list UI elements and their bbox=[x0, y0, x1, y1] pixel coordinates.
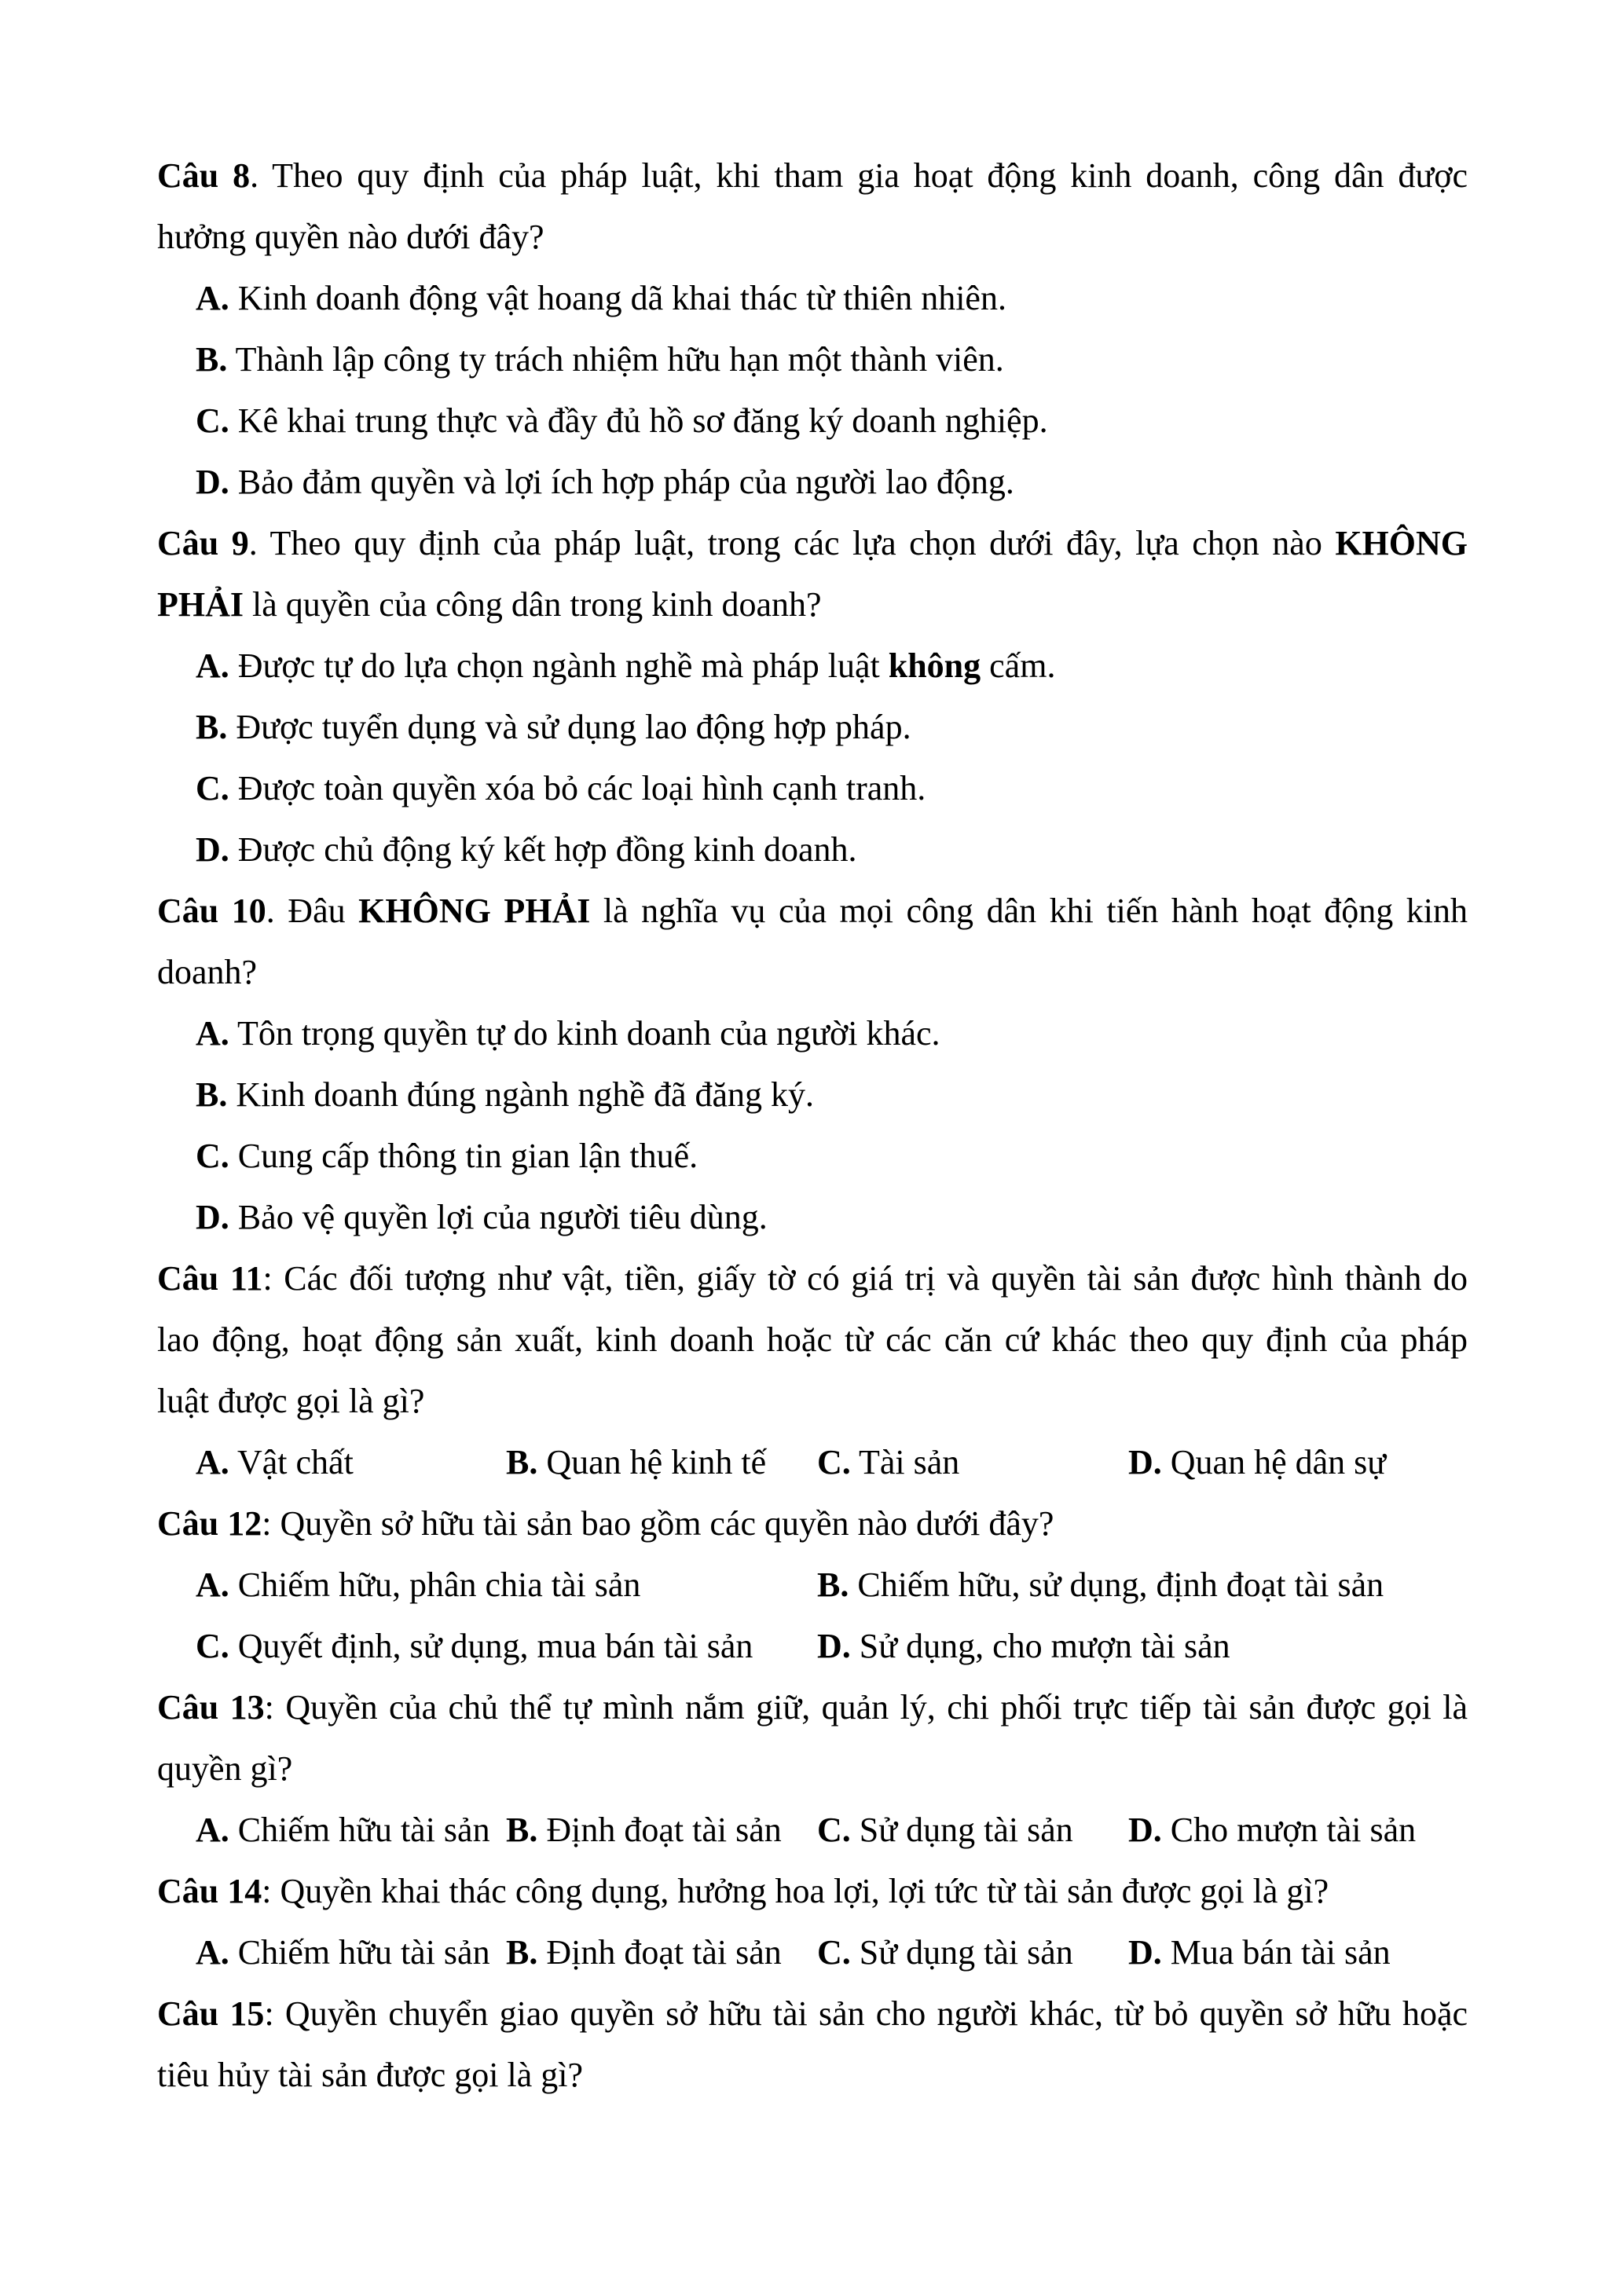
question-12-option-b: B. Chiếm hữu, sử dụng, định đoạt tài sản bbox=[817, 1565, 1384, 1604]
question-9-option-d: D. Được chủ động ký kết hợp đồng kinh doanh. bbox=[196, 830, 857, 869]
question-label: Câu 10 bbox=[157, 892, 266, 930]
question-11-option-c: C. Tài sản bbox=[817, 1443, 960, 1481]
question-label: Câu 11 bbox=[157, 1259, 263, 1298]
question-15-stem: Câu 15: Quyền chuyển giao quyền sở hữu tài sản cho người khác, từ bỏ quyền sở hữu hoặc bbox=[157, 1994, 1468, 2033]
question-9-option-c: C. Được toàn quyền xóa bỏ các loại hình cạnh tranh. bbox=[196, 769, 926, 807]
question-14-option-d: D. Mua bán tài sản bbox=[1128, 1933, 1391, 1972]
question-11-options-row bbox=[0, 1439, 1624, 1486]
question-12-options-row-2 bbox=[0, 1623, 1624, 1670]
question-label: Câu 9 bbox=[157, 524, 249, 562]
question-8-stem: Câu 8. Theo quy định của pháp luật, khi tham gia hoạt động kinh doanh, công dân được bbox=[157, 156, 1468, 195]
question-label: Câu 13 bbox=[157, 1688, 265, 1727]
question-12-stem: Câu 12: Quyền sở hữu tài sản bao gồm các quyền nào dưới đây? bbox=[157, 1504, 1054, 1543]
question-10-option-c: C. Cung cấp thông tin gian lận thuế. bbox=[196, 1137, 698, 1175]
question-12-option-c: C. Quyết định, sử dụng, mua bán tài sản bbox=[196, 1627, 753, 1665]
question-13-option-d: D. Cho mượn tài sản bbox=[1128, 1811, 1417, 1849]
question-11-stem: Câu 11: Các đối tượng như vật, tiền, giấy tờ có giá trị và quyền tài sản được hình thành do bbox=[157, 1259, 1468, 1298]
question-13-stem-cont: quyền gì? bbox=[157, 1749, 293, 1788]
question-13-option-c: C. Sử dụng tài sản bbox=[817, 1811, 1073, 1849]
question-8-option-b: B. Thành lập công ty trách nhiệm hữu hạn một thành viên. bbox=[196, 340, 1004, 379]
question-8-stem-cont: hưởng quyền nào dưới đây? bbox=[157, 218, 544, 256]
question-11-option-a: A. Vật chất bbox=[196, 1443, 354, 1481]
question-10-stem: Câu 10. Đâu KHÔNG PHẢI là nghĩa vụ của mọi công dân khi tiến hành hoạt động kinh bbox=[157, 892, 1468, 930]
question-9-stem-cont: PHẢI là quyền của công dân trong kinh doanh? bbox=[157, 585, 822, 624]
question-10-stem-cont: doanh? bbox=[157, 953, 258, 991]
question-10-option-d: D. Bảo vệ quyền lợi của người tiêu dùng. bbox=[196, 1198, 768, 1236]
question-8-option-c: C. Kê khai trung thực và đầy đủ hồ sơ đăng ký doanh nghiệp. bbox=[196, 401, 1048, 440]
question-11-option-d: D. Quan hệ dân sự bbox=[1128, 1443, 1387, 1481]
question-9-option-b: B. Được tuyển dụng và sử dụng lao động hợp pháp. bbox=[196, 708, 911, 746]
question-13-option-b: B. Định đoạt tài sản bbox=[506, 1811, 782, 1849]
question-9-stem: Câu 9. Theo quy định của pháp luật, trong các lựa chọn dưới đây, lựa chọn nào KHÔNG bbox=[157, 524, 1468, 562]
question-label: Câu 14 bbox=[157, 1872, 262, 1910]
question-13-options-row bbox=[0, 1807, 1624, 1854]
question-label: Câu 12 bbox=[157, 1504, 262, 1543]
question-11-stem-cont: lao động, hoạt động sản xuất, kinh doanh hoặc từ các căn cứ khác theo quy định của pháp bbox=[157, 1320, 1468, 1359]
question-13-option-a: A. Chiếm hữu tài sản bbox=[196, 1811, 490, 1849]
question-13-stem: Câu 13: Quyền của chủ thể tự mình nắm giữ, quản lý, chi phối trực tiếp tài sản được gọi là bbox=[157, 1688, 1468, 1727]
question-12-options-row-1 bbox=[0, 1562, 1624, 1609]
question-14-option-c: C. Sử dụng tài sản bbox=[817, 1933, 1073, 1972]
question-9-option-a: A. Được tự do lựa chọn ngành nghề mà pháp luật không cấm. bbox=[196, 646, 1056, 685]
question-14-stem: Câu 14: Quyền khai thác công dụng, hưởng hoa lợi, lợi tức từ tài sản được gọi là gì? bbox=[157, 1872, 1329, 1910]
question-12-option-a: A. Chiếm hữu, phân chia tài sản bbox=[196, 1565, 641, 1604]
question-8-option-d: D. Bảo đảm quyền và lợi ích hợp pháp của người lao động. bbox=[196, 463, 1014, 501]
question-label: Câu 8 bbox=[157, 156, 251, 195]
question-12-option-d: D. Sử dụng, cho mượn tài sản bbox=[817, 1627, 1230, 1665]
question-11-option-b: B. Quan hệ kinh tế bbox=[506, 1443, 767, 1481]
question-14-option-b: B. Định đoạt tài sản bbox=[506, 1933, 782, 1972]
question-14-option-a: A. Chiếm hữu tài sản bbox=[196, 1933, 490, 1972]
question-11-stem-cont-2: luật được gọi là gì? bbox=[157, 1382, 425, 1420]
question-14-options-row bbox=[0, 1929, 1624, 1976]
question-8-option-a: A. Kinh doanh động vật hoang dã khai thác từ thiên nhiên. bbox=[196, 279, 1006, 317]
question-10-option-a: A. Tôn trọng quyền tự do kinh doanh của người khác. bbox=[196, 1014, 940, 1053]
question-10-option-b: B. Kinh doanh đúng ngành nghề đã đăng ký. bbox=[196, 1075, 815, 1114]
question-15-stem-cont: tiêu hủy tài sản được gọi là gì? bbox=[157, 2056, 583, 2094]
question-label: Câu 15 bbox=[157, 1994, 265, 2033]
